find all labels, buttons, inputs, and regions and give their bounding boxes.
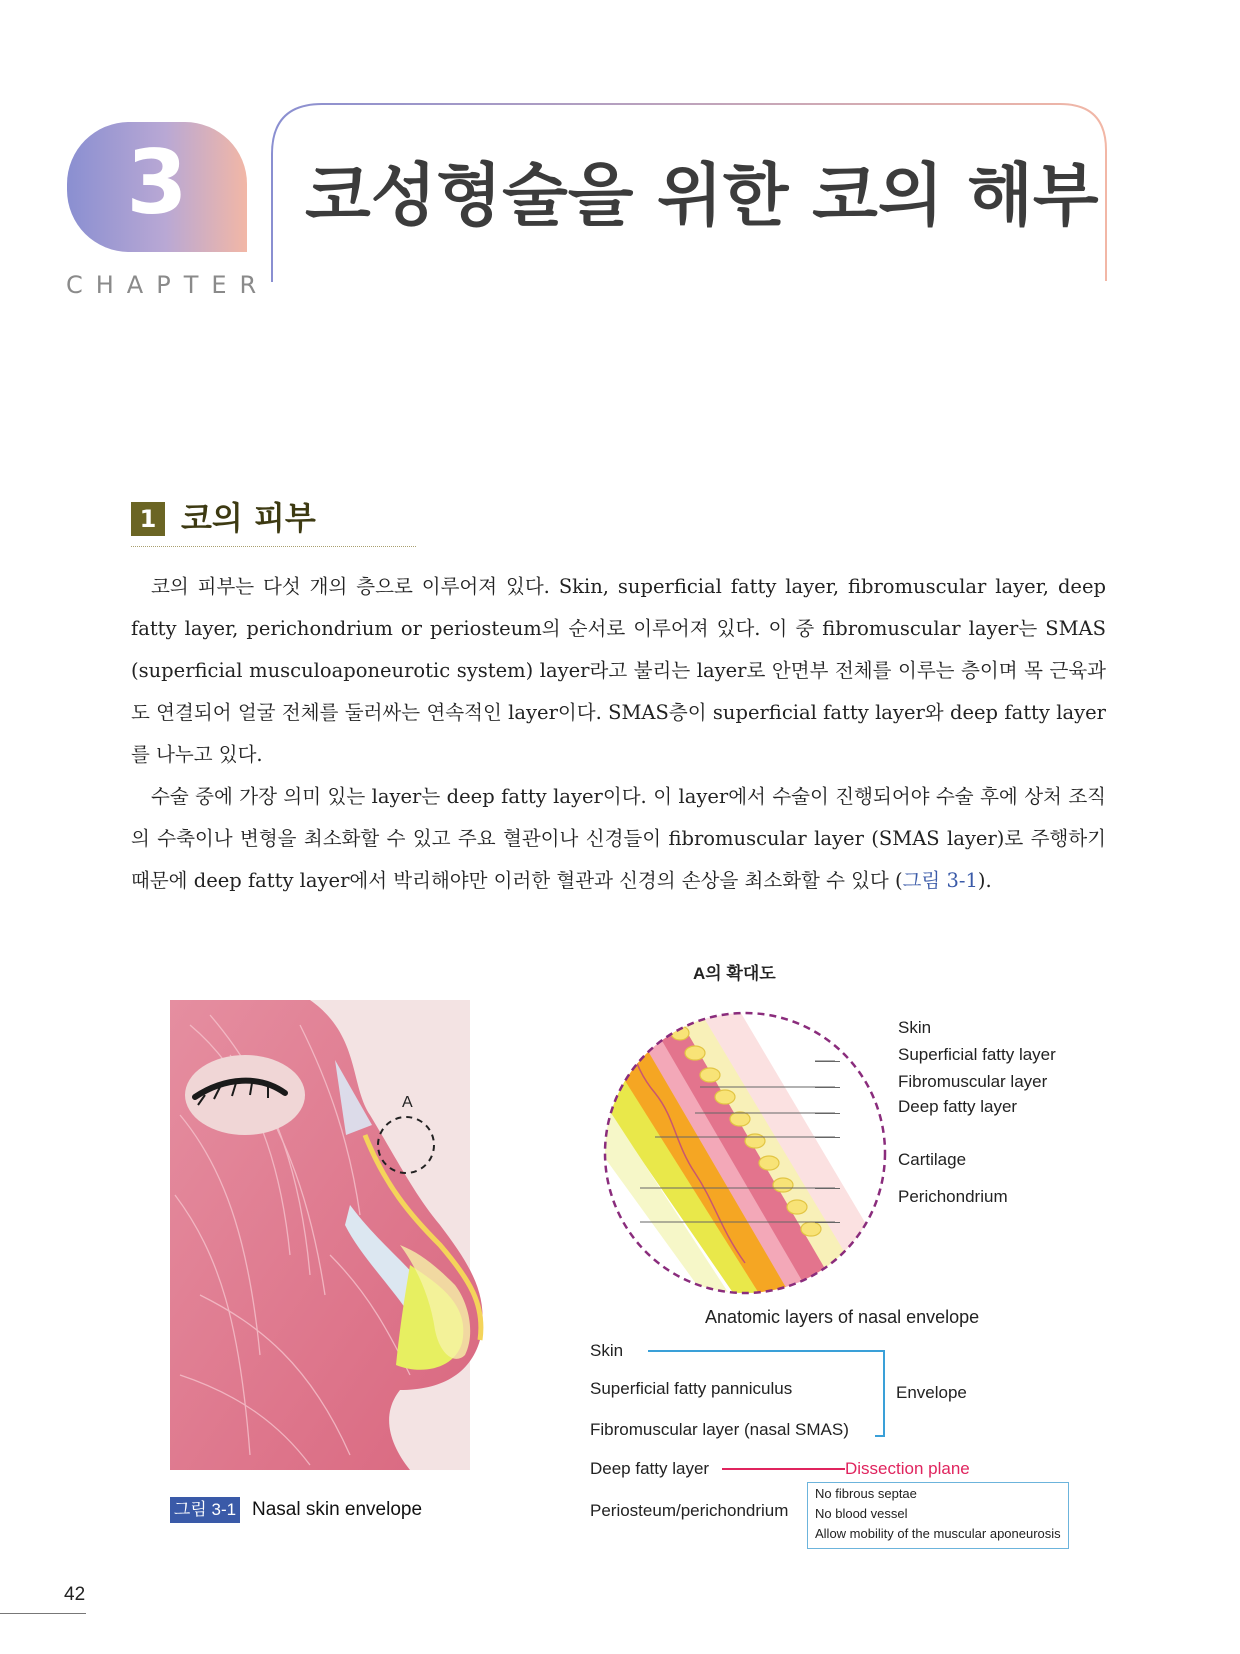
- label-fibromuscular: Fibromuscular layer: [898, 1072, 1048, 1091]
- page-footer-rule: [0, 1613, 86, 1614]
- figure-caption-text: Nasal skin envelope: [252, 1499, 423, 1520]
- label-cartilage: Cartilage: [898, 1150, 967, 1169]
- section-number: 1: [131, 502, 165, 536]
- label-deep-fatty: Deep fatty layer: [898, 1097, 1018, 1116]
- note-item: Allow mobility of the muscular aponeurosis: [815, 1526, 1061, 1541]
- leader-line: [815, 1137, 840, 1138]
- layer-deep: Deep fatty layer: [590, 1459, 710, 1478]
- leader-line: [815, 1188, 840, 1189]
- section-divider: [131, 546, 416, 547]
- label-perichondrium: Perichondrium: [898, 1187, 1008, 1206]
- chapter-word: CHAPTER: [66, 271, 270, 299]
- nose-profile-illustration: [110, 995, 560, 1480]
- chapter-number: 3: [126, 131, 188, 234]
- layer-skin: Skin: [590, 1341, 624, 1360]
- paragraph-1: 코의 피부는 다섯 개의 층으로 이루어져 있다. Skin, superficial fatty layer, fibromuscular layer, deep fatty layer, perichondrium or periosteum의 순서로 이루어져 있다. 이 중 fibromuscular layer는 SMAS (superficial musculoaponeurotic system) layer라고 불리는 layer로 안면부 전체를 이루는 층이며 목 근육과도 연결되어 얼굴 전체를 둘러싸는 연속적인 layer이다. SMAS층이 superficial fatty layer와 deep fatty layer를 나누고 있다.: [131, 575, 1107, 766]
- paragraph-2: [131, 776, 1106, 902]
- leader-line: [815, 1113, 840, 1114]
- envelope-label: Envelope: [896, 1383, 967, 1402]
- layers-title: Anatomic layers of nasal envelope: [705, 1307, 980, 1327]
- paragraph-2-end: ).: [977, 869, 992, 892]
- layer-periosteum: Periosteum/perichondrium: [590, 1501, 789, 1520]
- marker-label: A: [402, 1094, 413, 1111]
- label-superficial-fatty: Superficial fatty layer: [898, 1045, 1056, 1064]
- figure-caption-tag: 그림 3-1: [170, 1497, 240, 1523]
- dissection-notes-box: [807, 1482, 1069, 1549]
- section-title: 코의 피부: [181, 499, 316, 537]
- figure-reference[interactable]: 그림 3-1: [902, 869, 978, 892]
- note-item: No blood vessel: [815, 1506, 908, 1521]
- leader-line: [815, 1061, 840, 1062]
- label-skin: Skin: [898, 1018, 932, 1037]
- dissection-plane-label: Dissection plane: [845, 1459, 970, 1478]
- layer-fibromuscular: Fibromuscular layer (nasal SMAS): [590, 1420, 849, 1439]
- page-number: 42: [64, 1584, 86, 1605]
- body-text: [131, 566, 1106, 902]
- leader-line: [815, 1087, 840, 1088]
- leader-line: [815, 1222, 840, 1223]
- note-item: No fibrous septae: [815, 1486, 917, 1501]
- magnified-title: A의 확대도: [693, 964, 776, 983]
- paragraph-2-text: 수술 중에 가장 의미 있는 layer는 deep fatty layer이다. 이 layer에서 수술이 진행되어야 수술 후에 상처 조직의 수축이나 변형을 최소화할 수 있고 주요 혈관이나 신경들이 fibromuscular layer (SMAS layer)로 주행하기 때문에 deep fatty layer에서 박리해야만 이러한 혈관과 신경의 손상을 최소화할 수 있다 (: [131, 785, 1106, 892]
- layer-superficial: Superficial fatty panniculus: [590, 1379, 793, 1398]
- chapter-title: 코성형술을 위한 코의 해부: [305, 157, 1099, 236]
- magnified-diagram: [595, 1003, 895, 1303]
